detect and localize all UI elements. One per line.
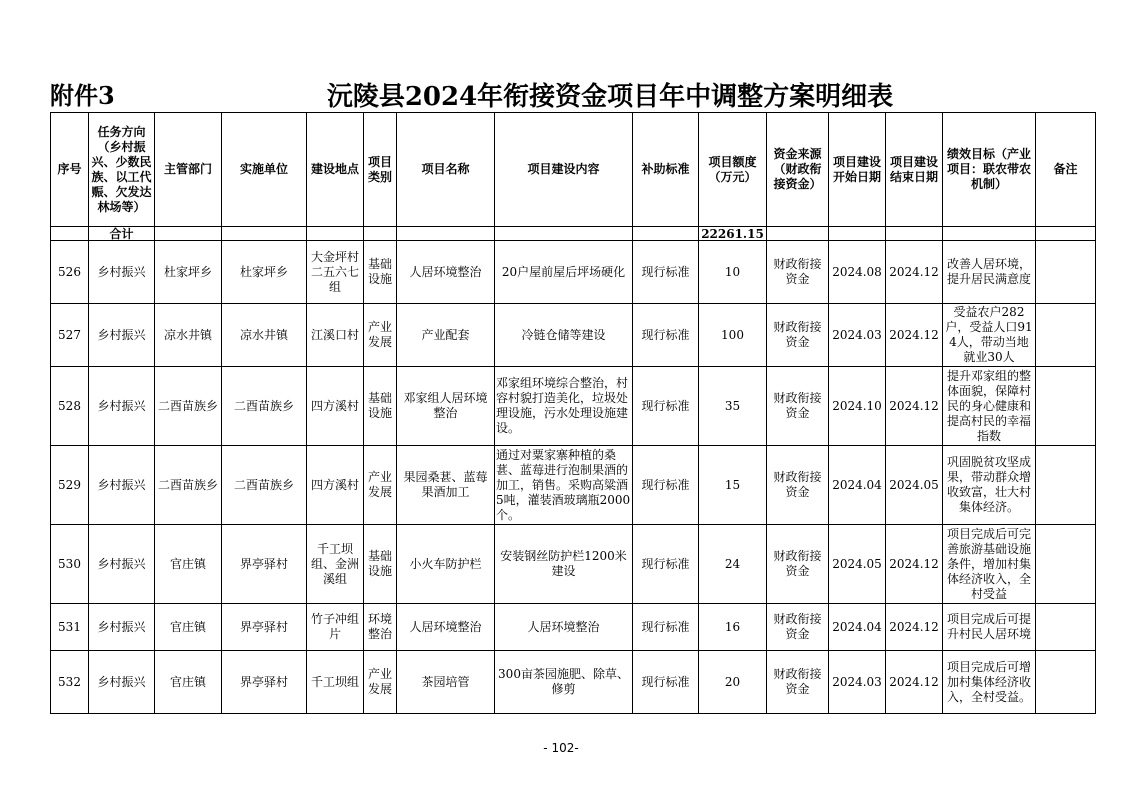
cell-goal: 提升邓家组的整体面貌，保障村民的身心健康和提高村民的幸福指数 [943,367,1036,446]
cell-content: 邓家组环境综合整治，村容村貌打造美化，垃圾处理设施，污水处理设施建设。 [495,367,633,446]
cell-start: 2024.08 [829,241,886,304]
cell-unit: 二酉苗族乡 [222,446,307,525]
cell-start: 2024.04 [829,446,886,525]
cell-dept: 凉水井镇 [155,304,222,367]
table-row [51,651,1096,714]
cell-source: 财政衔接资金 [767,446,829,525]
cell-name: 邓家组人居环境整治 [397,367,495,446]
attachment-label: 附件3 [50,81,115,110]
table-row [51,446,1096,525]
cell-name: 人居环境整治 [397,241,495,304]
cell-dept: 二酉苗族乡 [155,446,222,525]
cell-unit: 杜家坪乡 [222,241,307,304]
cell-direction: 乡村振兴 [89,651,155,714]
cell-end: 2024.12 [886,525,943,604]
cell-location: 千工坝组、金洲溪组 [307,525,364,604]
cell-name: 茶园培管 [397,651,495,714]
cell-amount: 15 [699,446,767,525]
cell-category: 产业发展 [364,446,397,525]
cell-goal: 巩固脱贫攻坚成果，带动群众增收致富，壮大村集体经济。 [943,446,1036,525]
cell-location: 四方溪村 [307,367,364,446]
cell-amount: 20 [699,651,767,714]
cell-direction: 乡村振兴 [89,304,155,367]
total-row [51,227,1096,241]
cell-location: 大金坪村二五六七组 [307,241,364,304]
cell-no: 528 [51,367,89,446]
cell-remark [1036,304,1096,367]
project-table [50,112,1096,714]
cell-standard: 现行标准 [633,651,699,714]
cell-category: 产业发展 [364,651,397,714]
cell-amount: 35 [699,367,767,446]
cell-direction: 乡村振兴 [89,525,155,604]
cell-source: 财政衔接资金 [767,604,829,651]
cell-content: 冷链仓储等建设 [495,304,633,367]
cell-content: 人居环境整治 [495,604,633,651]
cell-unit: 二酉苗族乡 [222,367,307,446]
cell-end: 2024.05 [886,446,943,525]
cell-unit: 凉水井镇 [222,304,307,367]
header-location: 建设地点 [307,113,364,227]
cell-start: 2024.04 [829,604,886,651]
cell-dept: 杜家坪乡 [155,241,222,304]
cell-remark [1036,651,1096,714]
cell-no: 530 [51,525,89,604]
header-no: 序号 [51,113,89,227]
header-dept: 主管部门 [155,113,222,227]
cell-unit: 界亭驿村 [222,604,307,651]
cell-direction: 乡村振兴 [89,446,155,525]
cell-remark [1036,525,1096,604]
cell-unit: 界亭驿村 [222,525,307,604]
cell-start: 2024.03 [829,651,886,714]
header-source: 资金来源（财政衔接资金） [767,113,829,227]
cell-content: 安装钢丝防护栏1200米建设 [495,525,633,604]
cell-category: 基础设施 [364,241,397,304]
cell-dept: 官庄镇 [155,604,222,651]
cell-location: 江溪口村 [307,304,364,367]
header-category: 项目类别 [364,113,397,227]
cell-start: 2024.03 [829,304,886,367]
header-remark: 备注 [1036,113,1096,227]
cell-goal: 项目完成后可完善旅游基础设施条件，增加村集体经济收入，全村受益 [943,525,1036,604]
cell-category: 基础设施 [364,525,397,604]
cell-start: 2024.10 [829,367,886,446]
cell-end: 2024.12 [886,241,943,304]
cell-direction: 乡村振兴 [89,367,155,446]
cell-no: 531 [51,604,89,651]
header-content: 项目建设内容 [495,113,633,227]
header-start: 项目建设开始日期 [829,113,886,227]
cell-location: 竹子冲组片 [307,604,364,651]
cell-end: 2024.12 [886,651,943,714]
cell-unit: 界亭驿村 [222,651,307,714]
table-row [51,241,1096,304]
cell-amount: 16 [699,604,767,651]
cell-start: 2024.05 [829,525,886,604]
cell-goal: 受益农户282户，受益人口914人，带动当地就业30人 [943,304,1036,367]
cell-no: 527 [51,304,89,367]
cell-name: 产业配套 [397,304,495,367]
cell-end: 2024.12 [886,304,943,367]
cell-no: 526 [51,241,89,304]
cell-amount: 10 [699,241,767,304]
cell-name: 人居环境整治 [397,604,495,651]
cell-category: 环境整治 [364,604,397,651]
cell-name: 小火车防护栏 [397,525,495,604]
cell-content: 通过对粟家寨种植的桑葚、蓝莓进行泡制果酒的加工，销售。采购高粱酒5吨，灌装酒玻璃瓶2000个。 [495,446,633,525]
cell-location: 四方溪村 [307,446,364,525]
header-direction: 任务方向（乡村振兴、少数民族、以工代赈、欠发达林场等） [89,113,155,227]
header-standard: 补助标准 [633,113,699,227]
cell-standard: 现行标准 [633,241,699,304]
table-row [51,604,1096,651]
cell-goal: 项目完成后可提升村民人居环境 [943,604,1036,651]
cell-standard: 现行标准 [633,367,699,446]
cell-dept: 官庄镇 [155,651,222,714]
cell-remark [1036,367,1096,446]
page-number: - 102- [543,741,579,755]
table-row [51,367,1096,446]
total-amount: 22261.15 [699,227,767,241]
cell-source: 财政衔接资金 [767,525,829,604]
cell-source: 财政衔接资金 [767,241,829,304]
cell-name: 果园桑葚、蓝莓果酒加工 [397,446,495,525]
cell-category: 产业发展 [364,304,397,367]
header-name: 项目名称 [397,113,495,227]
total-label: 合计 [89,227,155,241]
cell-amount: 24 [699,525,767,604]
table-row [51,304,1096,367]
cell-dept: 官庄镇 [155,525,222,604]
cell-goal: 改善人居环境，提升居民满意度 [943,241,1036,304]
header-end: 项目建设结束日期 [886,113,943,227]
cell-no: 532 [51,651,89,714]
cell-remark [1036,604,1096,651]
header-row [51,113,1096,227]
cell-source: 财政衔接资金 [767,651,829,714]
page-title: 沅陵县2024年衔接资金项目年中调整方案明细表 [326,82,894,112]
table-row [51,525,1096,604]
header-unit: 实施单位 [222,113,307,227]
cell-end: 2024.12 [886,367,943,446]
cell-standard: 现行标准 [633,604,699,651]
cell-content: 20户屋前屋后坪场硬化 [495,241,633,304]
cell-remark [1036,446,1096,525]
cell-goal: 项目完成后可增加村集体经济收入，全村受益。 [943,651,1036,714]
header-goal: 绩效目标（产业项目：联农带农机制） [943,113,1036,227]
cell-standard: 现行标准 [633,525,699,604]
cell-remark [1036,241,1096,304]
cell-category: 基础设施 [364,367,397,446]
cell-amount: 100 [699,304,767,367]
cell-dept: 二酉苗族乡 [155,367,222,446]
cell-location: 千工坝组 [307,651,364,714]
cell-direction: 乡村振兴 [89,604,155,651]
header-amount: 项目额度（万元） [699,113,767,227]
cell-direction: 乡村振兴 [89,241,155,304]
cell-end: 2024.12 [886,604,943,651]
cell-no: 529 [51,446,89,525]
cell-content: 300亩茶园施肥、除草、修剪 [495,651,633,714]
cell-standard: 现行标准 [633,446,699,525]
cell-source: 财政衔接资金 [767,367,829,446]
cell-standard: 现行标准 [633,304,699,367]
cell-source: 财政衔接资金 [767,304,829,367]
